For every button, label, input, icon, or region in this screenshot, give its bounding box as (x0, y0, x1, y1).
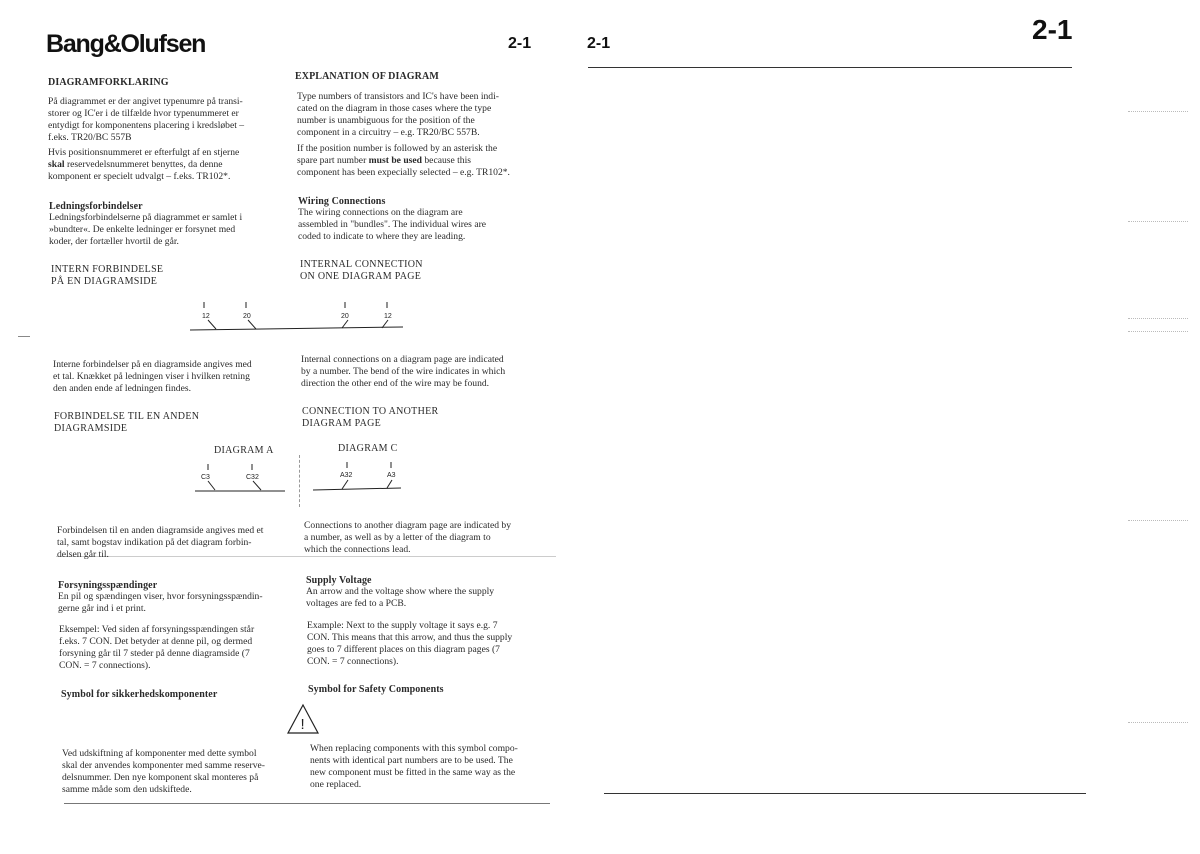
edge-mark-1 (1128, 111, 1188, 112)
english-connection-title: CONNECTION TO ANOTHER DIAGRAM PAGE (302, 406, 439, 429)
connection-wire-bend (342, 480, 348, 489)
danish-supply-text: En pil og spændingen viser, hvor forsyningsspændin- gerne går ind i et print. (58, 591, 263, 614)
header-rule-right (588, 67, 1072, 68)
internal-label: 12 (384, 313, 392, 320)
page-number-right-small: 2-1 (587, 35, 611, 52)
danish-title: DIAGRAMFORKLARING (48, 77, 169, 88)
internal-label: 20 (341, 313, 349, 320)
edge-mark-2 (1128, 221, 1188, 222)
danish-supply-heading: Forsyningsspændinger (58, 580, 158, 591)
page-number-left: 2-1 (508, 35, 532, 52)
danish-wiring-heading: Ledningsforbindelser (49, 201, 143, 212)
danish-internal-text: Interne forbindelser på en diagramside angives med et tal. Knækket på ledningen viser i hvilken retning den anden ende af ledningen findes. (53, 359, 252, 394)
margin-mark (18, 336, 30, 337)
diagram-c-bus-line (313, 488, 401, 490)
internal-wire-bend (208, 320, 216, 329)
edge-mark-5 (1128, 520, 1188, 521)
connection-label: A32 (340, 472, 353, 479)
internal-wire-bend (248, 320, 256, 329)
danish-safety-heading: Symbol for sikkerhedskomponenter (61, 689, 218, 700)
english-safety-heading: Symbol for Safety Components (308, 684, 444, 695)
danish-paragraph-2: Hvis positionsnummeret er efterfulgt af en stjerne skal reservedelsnummeret benyttes, da denne komponent er specielt udvalgt – f.eks. TR102*. (48, 147, 240, 182)
connection-wire-bend (387, 480, 392, 488)
english-wiring-text: The wiring connections on the diagram are assembled in "bundles". The individual wires are coded to indicate to where they are leading. (298, 207, 487, 242)
connection-wire-bend (208, 481, 215, 490)
danish-wiring-text: Ledningsforbindelserne på diagrammet er samlet i »bundter«. De enkelte ledninger er forsynet med koder, der fortæller hvortil de går. (49, 212, 243, 247)
english-title: EXPLANATION OF DIAGRAM (295, 71, 439, 82)
warning-exclamation: ! (300, 716, 305, 733)
footer-rule-left (64, 803, 550, 804)
english-internal-text: Internal connections on a diagram page are indicated by a number. The bend of the wire indicates in which direction the other end of the wire may be found. (301, 354, 506, 389)
english-wiring-heading: Wiring Connections (298, 196, 386, 207)
english-paragraph-1: Type numbers of transistors and IC's have been indi- cated on the diagram in those cases where the type number is unambiguous for the position of the component in a circuitry – e.g. TR20/BC 557B. (297, 91, 499, 138)
internal-bus-line (190, 327, 403, 330)
diagram-a-label: DIAGRAM A (214, 445, 274, 456)
english-connection-text: Connections to another diagram page are indicated by a number, as well as by a letter of the diagram to which the connections lead. (304, 520, 511, 555)
connection-label: C32 (246, 474, 259, 481)
english-example-text: Example: Next to the supply voltage it says e.g. 7 CON. This means that this arrow, and thus the supply goes to 7 different places on this diagram pages (7 CON. = 7 connections). (307, 620, 513, 667)
connection-label: A3 (387, 472, 396, 479)
danish-paragraph-1: På diagrammet er der angivet typenumre på transi- storer og IC'er i de tilfælde hvor typenummeret er entydigt for komponentens placering i kredsløbet – f.eks. TR20/BC 557B (48, 96, 245, 143)
danish-safety-text: Ved udskiftning af komponenter med dette symbol skal der anvendes komponenter med samme reserve- delsnummer. Den nye komponent skal monteres på samme måde som den udskiftede. (62, 748, 265, 795)
english-internal-title: INTERNAL CONNECTION ON ONE DIAGRAM PAGE (300, 259, 423, 282)
brand-logo: Bang&Olufsen (46, 30, 206, 58)
connection-diagram (195, 460, 415, 500)
danish-connection-text: Forbindelsen til en anden diagramside angives med et tal, samt bogstav indikation på det diagram forbin- delsen går til. (57, 525, 264, 560)
edge-mark-6 (1128, 722, 1188, 723)
internal-wire-bend (342, 320, 348, 328)
edge-mark-4 (1128, 331, 1188, 332)
connection-wire-bend (253, 481, 261, 490)
english-safety-text: When replacing components with this symbol compo- nents with identical part numbers are to be used. The new component must be fitted in the same way as the one replaced. (310, 743, 518, 790)
edge-mark-3 (1128, 318, 1188, 319)
english-supply-heading: Supply Voltage (306, 575, 372, 586)
warning-triangle-icon (286, 703, 320, 735)
english-paragraph-2: If the position number is followed by an asterisk the spare part number must be used because this component has been expecially selected – e.g. TR102*. (297, 143, 510, 178)
internal-connection-diagram (190, 296, 410, 336)
danish-internal-title: INTERN FORBINDELSE PÅ EN DIAGRAMSIDE (51, 264, 164, 287)
page-number-right-large: 2-1 (1032, 14, 1073, 45)
connection-label: C3 (201, 474, 210, 481)
footer-rule-right (604, 793, 1086, 794)
internal-label: 20 (243, 313, 251, 320)
danish-connection-title: FORBINDELSE TIL EN ANDEN DIAGRAMSIDE (54, 411, 200, 434)
english-supply-text: An arrow and the voltage show where the supply voltages are fed to a PCB. (306, 586, 495, 609)
internal-label: 12 (202, 313, 210, 320)
danish-example-text: Eksempel: Ved siden af forsyningsspændingen står f.eks. 7 CON. Det betyder at denne pil, og dermed forsyning går til 7 steder på denne diagramside (7 CON. = 7 connections). (59, 624, 255, 671)
diagram-c-label: DIAGRAM C (338, 443, 398, 454)
